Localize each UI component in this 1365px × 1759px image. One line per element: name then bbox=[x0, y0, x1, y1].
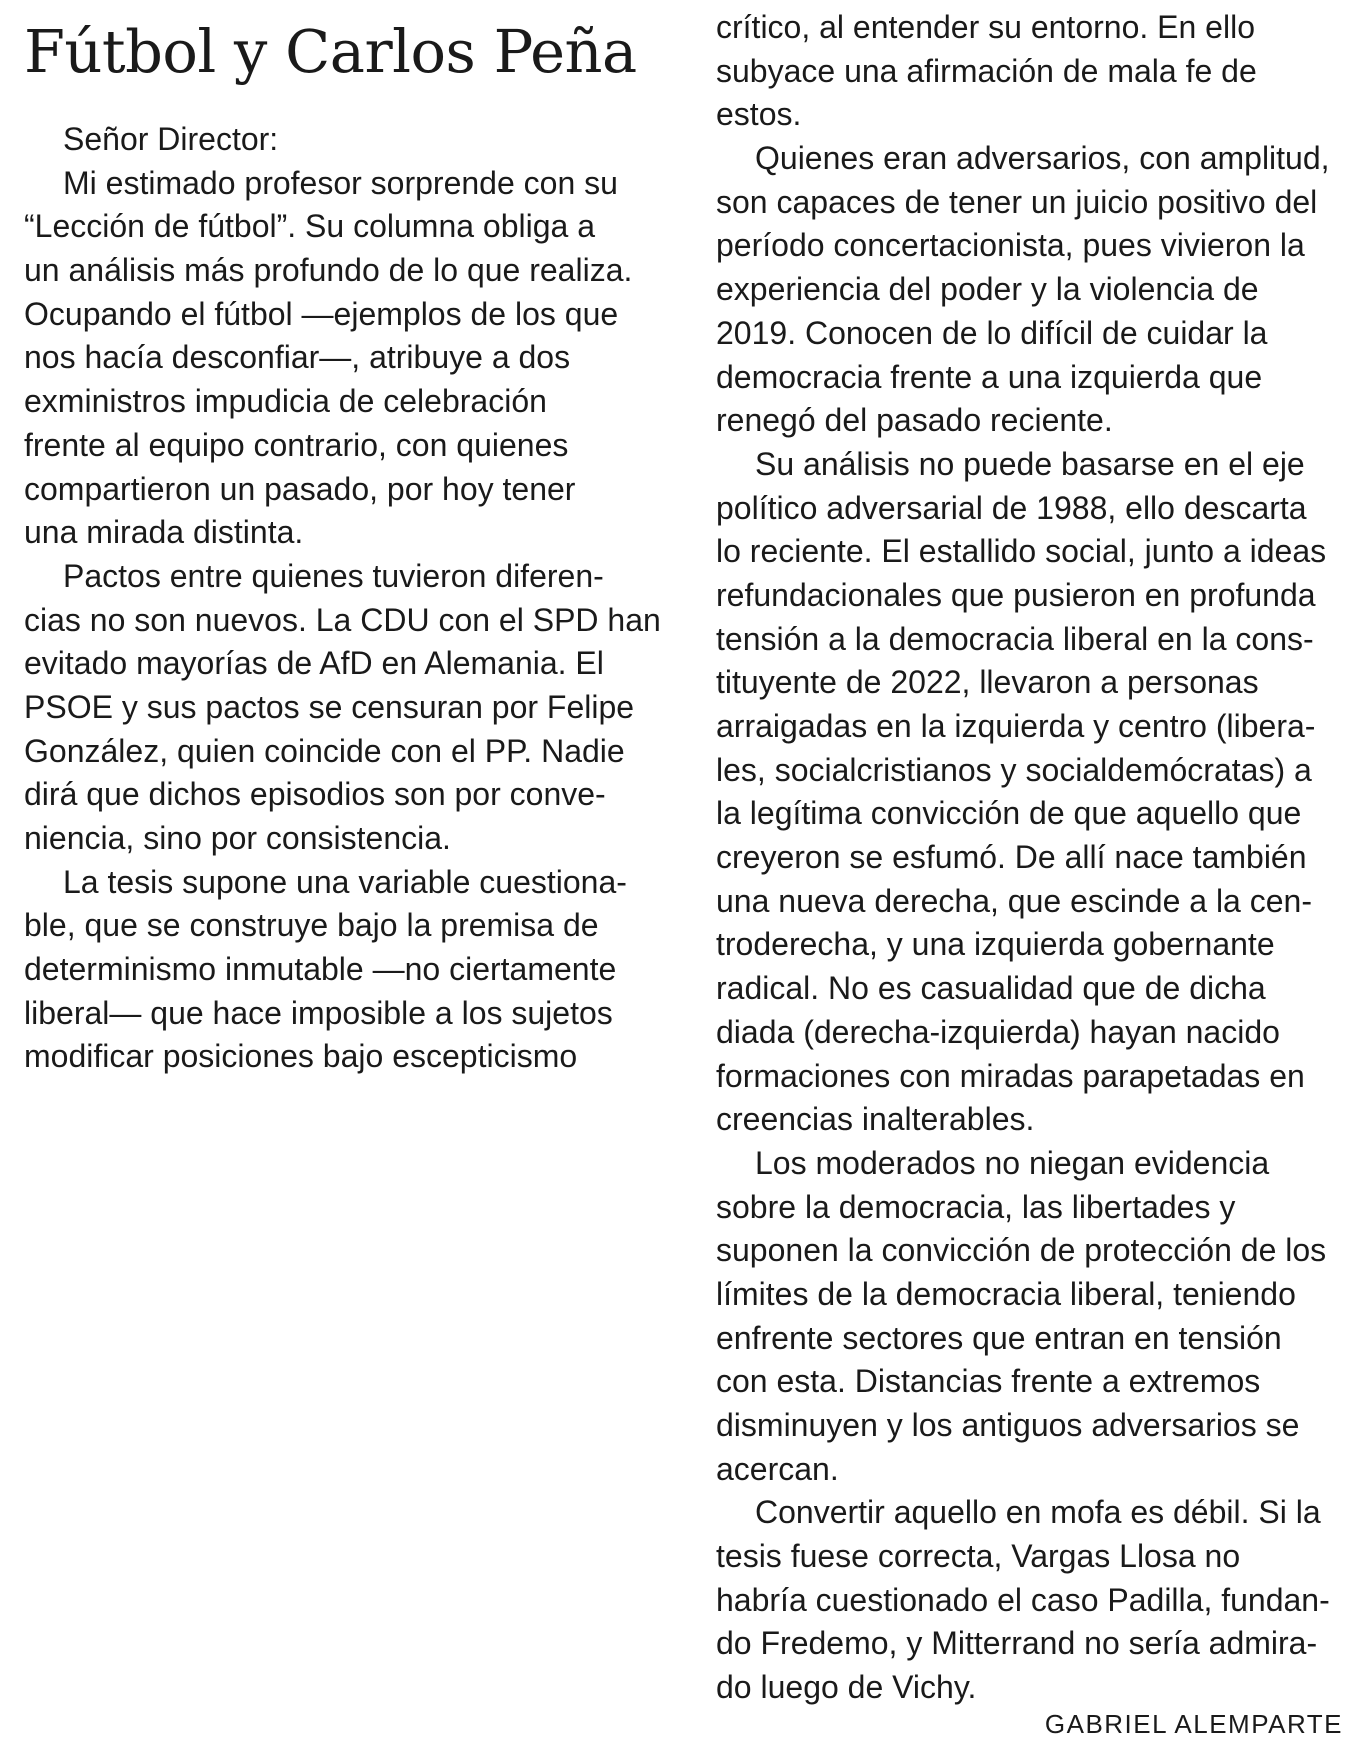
text-line: suponen la convicción de protección de los bbox=[716, 1232, 1327, 1269]
author-signature: GABRIEL ALEMPARTE bbox=[1044, 1709, 1343, 1739]
text-line: cias no son nuevos. La CDU con el SPD han bbox=[24, 601, 661, 638]
text-line: niencia, sino por consistencia. bbox=[24, 820, 451, 856]
text-line: determinismo inmutable —no ciertamente bbox=[24, 951, 617, 988]
text-line: do Fredemo, y Mitterrand no sería admira- bbox=[716, 1625, 1318, 1662]
text-line: disminuyen y los antiguos adversarios se bbox=[716, 1407, 1300, 1443]
text-line: enfrente sectores que entran en tensión bbox=[716, 1319, 1282, 1356]
text-line: tituyente de 2022, llevaron a personas bbox=[716, 664, 1259, 701]
text-line: modificar posiciones bajo escepticismo bbox=[24, 1038, 578, 1075]
text-line: Convertir aquello en mofa es débil. Si la bbox=[755, 1494, 1321, 1531]
text-line: experiencia del poder y la violencia de bbox=[716, 271, 1259, 308]
text-line: Quienes eran adversarios, con amplitud, bbox=[755, 140, 1330, 177]
text-line: Su análisis no puede basarse en el eje bbox=[755, 445, 1305, 482]
text-line: PSOE y sus pactos se censuran por Felipe bbox=[24, 688, 635, 725]
text-line: La tesis supone una variable cuestiona- bbox=[63, 863, 627, 900]
text-line: Los moderados no niegan evidencia bbox=[755, 1144, 1270, 1181]
text-line: radical. No es casualidad que de dicha bbox=[716, 970, 1266, 1007]
text-line: creencias inalterables. bbox=[716, 1101, 1035, 1138]
text-line: refundacionales que pusieron en profunda bbox=[716, 576, 1316, 613]
article-title: Fútbol y Carlos Peña bbox=[24, 17, 637, 86]
text-line: estos. bbox=[716, 96, 802, 133]
text-line: González, quien coincide con el PP. Nadie bbox=[24, 732, 625, 769]
text-line: período concertacionista, pues vivieron la bbox=[716, 227, 1305, 264]
text-line: con esta. Distancias frente a extremos bbox=[716, 1363, 1261, 1400]
text-line: político adversarial de 1988, ello descarta bbox=[716, 489, 1307, 526]
text-line: Pactos entre quienes tuvieron diferen- bbox=[63, 557, 604, 594]
text-line: nos hacía desconfiar—, atribuye a dos bbox=[24, 339, 571, 376]
text-line: un análisis más profundo de lo que realiza. bbox=[24, 252, 633, 289]
text-line: tesis fuese correcta, Vargas Llosa no bbox=[716, 1538, 1241, 1575]
text-line: crítico, al entender su entorno. En ello bbox=[716, 9, 1255, 45]
text-line: diada (derecha-izquierda) hayan nacido bbox=[716, 1013, 1280, 1050]
text-line: troderecha, y una izquierda gobernante bbox=[716, 926, 1275, 963]
text-line: una nueva derecha, que escinde a la cen- bbox=[716, 882, 1312, 919]
text-line: do luego de Vichy. bbox=[716, 1669, 977, 1706]
text-line: liberal— que hace imposible a los sujetos bbox=[24, 994, 613, 1031]
text-line: Mi estimado profesor sorprende con su bbox=[63, 164, 618, 201]
text-line: son capaces de tener un juicio positivo del bbox=[716, 183, 1318, 220]
text-line: renegó del pasado reciente. bbox=[716, 402, 1113, 439]
text-line: una mirada distinta. bbox=[24, 514, 304, 551]
text-line: acercan. bbox=[716, 1450, 839, 1487]
article-column-right bbox=[716, 6, 1356, 1710]
text-line: lo reciente. El estallido social, junto a ideas bbox=[716, 533, 1327, 570]
text-line: Señor Director: bbox=[63, 121, 279, 157]
text-line: subyace una afirmación de mala fe de bbox=[716, 52, 1257, 89]
text-line: ble, que se construye bajo la premisa de bbox=[24, 907, 599, 944]
text-line: formaciones con miradas parapetadas en bbox=[716, 1057, 1305, 1094]
text-line: evitado mayorías de AfD en Alemania. El bbox=[24, 645, 604, 682]
text-line: habría cuestionado el caso Padilla, fundan- bbox=[716, 1581, 1330, 1618]
text-line: Ocupando el fútbol —ejemplos de los que bbox=[24, 295, 619, 332]
text-line: la legítima convicción de que aquello que bbox=[716, 795, 1302, 832]
text-line: sobre la democracia, las libertades y bbox=[716, 1188, 1236, 1225]
text-line: dirá que dichos episodios son por conve- bbox=[24, 776, 606, 813]
text-line: creyeron se esfumó. De allí nace también bbox=[716, 839, 1307, 876]
text-line: les, socialcristianos y socialdemócratas) a bbox=[716, 751, 1312, 788]
text-line: frente al equipo contrario, con quienes bbox=[24, 426, 569, 463]
text-line: exministros impudicia de celebración bbox=[24, 383, 547, 420]
text-line: compartieron un pasado, por hoy tener bbox=[24, 470, 576, 507]
text-line: tensión a la democracia liberal en la cons- bbox=[716, 620, 1314, 657]
article-column-left bbox=[24, 118, 664, 1079]
text-line: democracia frente a una izquierda que bbox=[716, 358, 1263, 395]
text-line: arraigadas en la izquierda y centro (libera- bbox=[716, 708, 1316, 744]
text-line: 2019. Conocen de lo difícil de cuidar la bbox=[716, 314, 1268, 351]
text-line: límites de la democracia liberal, teniendo bbox=[716, 1275, 1296, 1312]
text-line: “Lección de fútbol”. Su columna obliga a bbox=[24, 208, 596, 245]
